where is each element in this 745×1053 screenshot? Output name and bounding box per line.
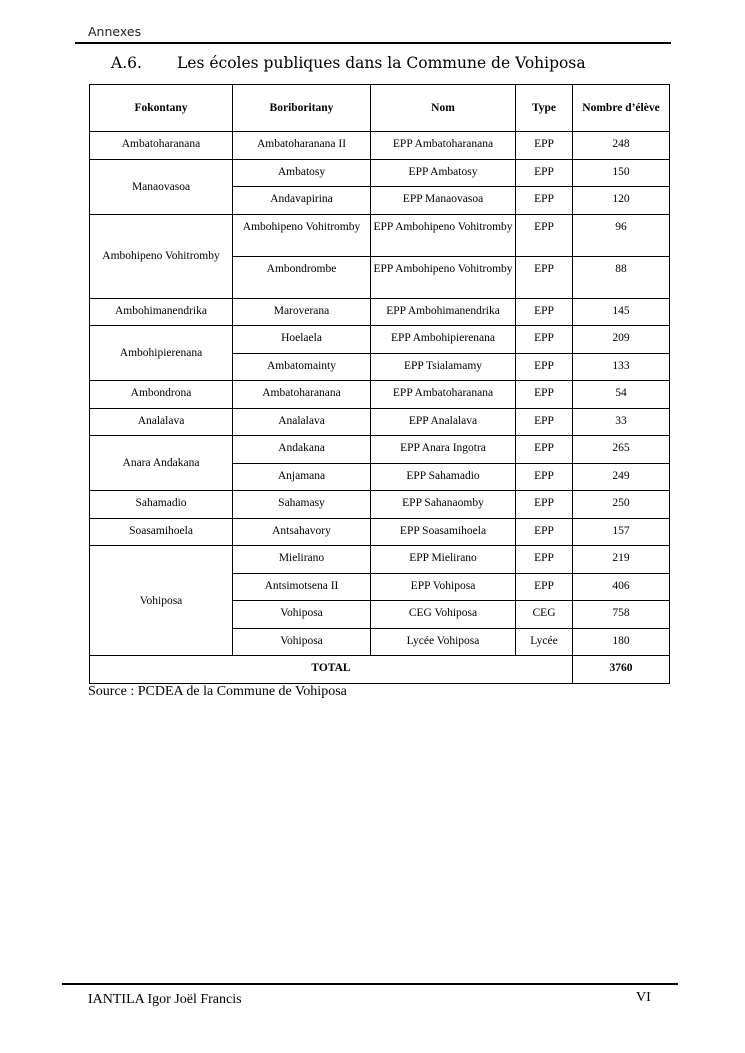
schools-table xyxy=(89,84,670,684)
running-header: Annexes xyxy=(88,24,142,39)
nombre-cell: 150 xyxy=(573,159,670,187)
boriboritany-cell: Anjamana xyxy=(233,463,371,491)
table-row xyxy=(90,518,670,546)
type-cell: EPP xyxy=(516,546,573,574)
nombre-cell: 96 xyxy=(573,214,670,256)
fokontany-cell: Ambondrona xyxy=(90,381,233,409)
page-number: VI xyxy=(636,990,651,1005)
table-row xyxy=(90,214,670,256)
boriboritany-cell: Maroverana xyxy=(233,298,371,326)
nombre-cell: 88 xyxy=(573,256,670,298)
column-header: Nom xyxy=(371,85,516,132)
nom-cell: EPP Vohiposa xyxy=(371,573,516,601)
nombre-cell: 265 xyxy=(573,436,670,464)
nombre-cell: 120 xyxy=(573,187,670,215)
boriboritany-cell: Antsahavory xyxy=(233,518,371,546)
type-cell: EPP xyxy=(516,573,573,601)
total-value: 3760 xyxy=(573,656,670,684)
nombre-cell: 145 xyxy=(573,298,670,326)
type-cell: EPP xyxy=(516,132,573,160)
type-cell: EPP xyxy=(516,436,573,464)
type-cell: EPP xyxy=(516,491,573,519)
fokontany-cell: Ambohipeno Vohitromby xyxy=(90,214,233,298)
nom-cell: EPP Ambohipierenana xyxy=(371,326,516,354)
nom-cell: EPP Soasamihoela xyxy=(371,518,516,546)
nombre-cell: 157 xyxy=(573,518,670,546)
fokontany-cell: Analalava xyxy=(90,408,233,436)
boriboritany-cell: Andavapirina xyxy=(233,187,371,215)
nom-cell: Lycée Vohiposa xyxy=(371,628,516,656)
boriboritany-cell: Ambatoharanana II xyxy=(233,132,371,160)
boriboritany-cell: Ambatosy xyxy=(233,159,371,187)
header-rule xyxy=(75,42,671,44)
boriboritany-cell: Sahamasy xyxy=(233,491,371,519)
boriboritany-cell: Ambohipeno Vohitromby xyxy=(233,214,371,256)
boriboritany-cell: Analalava xyxy=(233,408,371,436)
boriboritany-cell: Ambatomainty xyxy=(233,353,371,381)
boriboritany-cell: Antsimotsena II xyxy=(233,573,371,601)
type-cell: EPP xyxy=(516,518,573,546)
type-cell: EPP xyxy=(516,353,573,381)
nom-cell: EPP Sahamadio xyxy=(371,463,516,491)
table-row xyxy=(90,436,670,464)
nombre-cell: 758 xyxy=(573,601,670,629)
fokontany-cell: Vohiposa xyxy=(90,546,233,656)
total-label: TOTAL xyxy=(90,656,573,684)
table-header-row xyxy=(90,85,670,132)
nombre-cell: 406 xyxy=(573,573,670,601)
column-header: Nombre d’élève xyxy=(573,85,670,132)
nombre-cell: 209 xyxy=(573,326,670,354)
type-cell: EPP xyxy=(516,298,573,326)
nom-cell: EPP Ambohipeno Vohitromby xyxy=(371,214,516,256)
nom-cell: CEG Vohiposa xyxy=(371,601,516,629)
fokontany-cell: Ambohipierenana xyxy=(90,326,233,381)
column-header: Boriboritany xyxy=(233,85,371,132)
column-header: Fokontany xyxy=(90,85,233,132)
nom-cell: EPP Ambatoharanana xyxy=(371,132,516,160)
fokontany-cell: Sahamadio xyxy=(90,491,233,519)
nom-cell: EPP Ambatosy xyxy=(371,159,516,187)
nombre-cell: 250 xyxy=(573,491,670,519)
fokontany-cell: Manaovasoa xyxy=(90,159,233,214)
section-title-text: Les écoles publiques dans la Commune de Vohiposa xyxy=(177,54,586,72)
boriboritany-cell: Mielirano xyxy=(233,546,371,574)
fokontany-cell: Ambatoharanana xyxy=(90,132,233,160)
boriboritany-cell: Ambondrombe xyxy=(233,256,371,298)
nombre-cell: 249 xyxy=(573,463,670,491)
footer-rule xyxy=(62,983,678,985)
nom-cell: EPP Mielirano xyxy=(371,546,516,574)
type-cell: Lycée xyxy=(516,628,573,656)
type-cell: EPP xyxy=(516,256,573,298)
table-row xyxy=(90,298,670,326)
nom-cell: EPP Anara Ingotra xyxy=(371,436,516,464)
fokontany-cell: Soasamihoela xyxy=(90,518,233,546)
fokontany-cell: Anara Andakana xyxy=(90,436,233,491)
nom-cell: EPP Tsialamamy xyxy=(371,353,516,381)
type-cell: EPP xyxy=(516,408,573,436)
nom-cell: EPP Analalava xyxy=(371,408,516,436)
fokontany-cell: Ambohimanendrika xyxy=(90,298,233,326)
table-row xyxy=(90,326,670,354)
source-note: Source : PCDEA de la Commune de Vohiposa xyxy=(88,684,347,699)
nombre-cell: 54 xyxy=(573,381,670,409)
nom-cell: EPP Ambatoharanana xyxy=(371,381,516,409)
column-header: Type xyxy=(516,85,573,132)
nom-cell: EPP Ambohimanendrika xyxy=(371,298,516,326)
boriboritany-cell: Vohiposa xyxy=(233,628,371,656)
table-body xyxy=(90,132,670,684)
type-cell: CEG xyxy=(516,601,573,629)
type-cell: EPP xyxy=(516,187,573,215)
nombre-cell: 33 xyxy=(573,408,670,436)
boriboritany-cell: Vohiposa xyxy=(233,601,371,629)
type-cell: EPP xyxy=(516,326,573,354)
total-row xyxy=(90,656,670,684)
nombre-cell: 219 xyxy=(573,546,670,574)
nom-cell: EPP Manaovasoa xyxy=(371,187,516,215)
table-row xyxy=(90,132,670,160)
type-cell: EPP xyxy=(516,381,573,409)
table-row xyxy=(90,408,670,436)
table-row xyxy=(90,381,670,409)
nom-cell: EPP Sahanaomby xyxy=(371,491,516,519)
nom-cell: EPP Ambohipeno Vohitromby xyxy=(371,256,516,298)
boriboritany-cell: Ambatoharanana xyxy=(233,381,371,409)
section-number: A.6. xyxy=(111,54,142,72)
nombre-cell: 180 xyxy=(573,628,670,656)
boriboritany-cell: Hoelaela xyxy=(233,326,371,354)
boriboritany-cell: Andakana xyxy=(233,436,371,464)
table-row xyxy=(90,546,670,574)
type-cell: EPP xyxy=(516,214,573,256)
table-row xyxy=(90,159,670,187)
type-cell: EPP xyxy=(516,463,573,491)
nombre-cell: 248 xyxy=(573,132,670,160)
footer-author: IANTILA Igor Joël Francis xyxy=(88,992,242,1007)
type-cell: EPP xyxy=(516,159,573,187)
section-title xyxy=(111,54,586,72)
table-row xyxy=(90,491,670,519)
nombre-cell: 133 xyxy=(573,353,670,381)
